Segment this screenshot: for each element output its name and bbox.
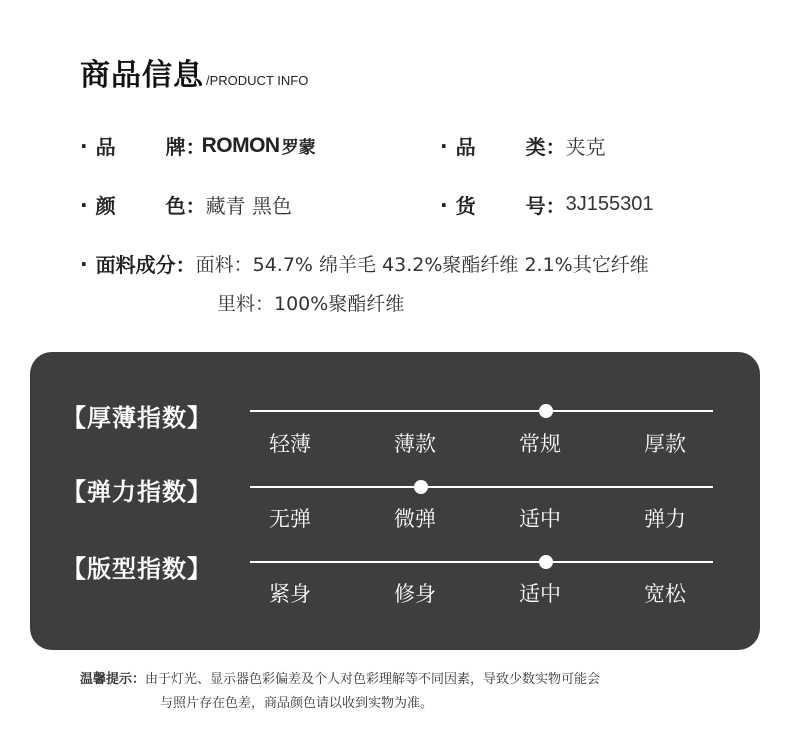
lining-row <box>217 289 404 316</box>
elasticity-track <box>250 486 713 488</box>
fit-option: 紧身 <box>269 582 311 606</box>
fit-option: 宽松 <box>644 582 686 606</box>
thickness-marker <box>539 404 553 418</box>
fabric-label: 面料成分： <box>95 253 196 277</box>
fit-option: 修身 <box>394 582 436 606</box>
thickness-option: 薄款 <box>394 432 436 456</box>
thickness-option: 常规 <box>519 432 561 456</box>
fabric-row <box>80 249 649 278</box>
fit-marker <box>539 555 553 569</box>
color-row <box>80 190 292 219</box>
category-label: 品 类： <box>455 135 566 159</box>
brand-logo-en: ROMON <box>201 133 280 157</box>
category-value: 夹克 <box>565 135 606 159</box>
elasticity-marker <box>414 480 428 494</box>
thickness-track <box>250 410 713 412</box>
brand-row <box>80 131 316 160</box>
fabric-line1: 面料：54.7% 绵羊毛 43.2%聚酯纤维 2.1%其它纤维 <box>195 254 649 276</box>
elasticity-index-title: 【弹力指数】 <box>62 478 212 506</box>
fit-index-title: 【版型指数】 <box>62 555 212 583</box>
category-row <box>440 131 606 160</box>
notice-line1: 由于灯光、显示器色彩偏差及个人对色彩理解等不同因素，导致少数实物可能会 <box>145 672 601 687</box>
bullet: · <box>80 251 88 276</box>
bullet: · <box>80 192 88 217</box>
thickness-option: 厚款 <box>644 432 686 456</box>
color-value: 藏青 黑色 <box>205 194 292 218</box>
notice <box>80 668 600 716</box>
notice-line2: 与照片存在色差，商品颜色请以收到实物为准。 <box>160 696 434 711</box>
bullet: · <box>440 133 448 158</box>
thickness-index-title: 【厚薄指数】 <box>62 404 212 432</box>
color-label: 颜 色： <box>95 194 206 218</box>
brand-logo-cn: 罗蒙 <box>281 138 316 158</box>
elasticity-option: 无弹 <box>269 507 311 531</box>
elasticity-option: 弹力 <box>644 507 686 531</box>
brand-label: 品 牌： <box>95 135 206 159</box>
elasticity-option: 适中 <box>519 507 561 531</box>
fit-option: 适中 <box>519 582 561 606</box>
page-title <box>80 50 308 94</box>
notice-label: 温馨提示： <box>80 672 146 687</box>
elasticity-option: 微弹 <box>394 507 436 531</box>
sku-label: 货 号： <box>455 194 566 218</box>
title-en: /PRODUCT INFO <box>206 73 309 88</box>
title-cn: 商品信息 <box>80 58 204 93</box>
thickness-option: 轻薄 <box>269 432 311 456</box>
index-panel <box>30 352 760 650</box>
fit-track <box>250 561 713 563</box>
fabric-line2: 里料：100%聚酯纤维 <box>217 293 405 315</box>
sku-row <box>440 190 653 219</box>
bullet: · <box>440 192 448 217</box>
bullet: · <box>80 133 88 158</box>
sku-value: 3J155301 <box>565 193 654 215</box>
